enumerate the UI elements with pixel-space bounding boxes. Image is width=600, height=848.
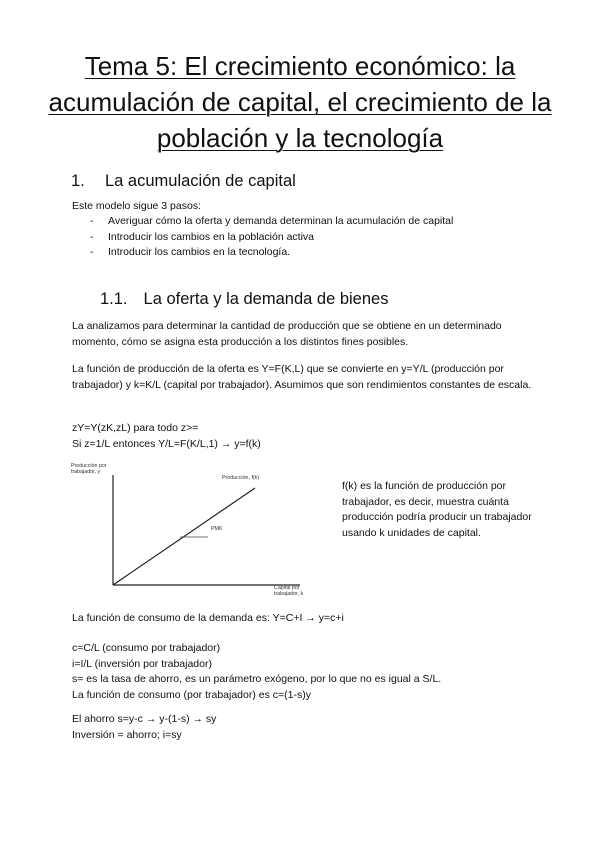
list-item-text: Averiguar cómo la oferta y demanda determinan la acumulación de capital bbox=[108, 215, 454, 227]
equation-scale: zY=Y(zK,zL) para todo z>= bbox=[72, 422, 199, 434]
production-curve bbox=[113, 488, 255, 585]
bullet-dash: - bbox=[90, 246, 94, 258]
section-1-1-heading bbox=[100, 290, 388, 309]
section-1-intro: Este modelo sigue 3 pasos: bbox=[72, 200, 201, 212]
x-axis-label-1: Capital por bbox=[274, 585, 300, 591]
section-1-title: La acumulación de capital bbox=[105, 172, 296, 190]
y-axis-label-2: trabajador, y bbox=[71, 469, 101, 475]
equation-per-worker: Si z=1/L entonces Y/L=F(K/L,1) → y=f(k) bbox=[72, 437, 261, 450]
production-function-graph bbox=[70, 460, 320, 600]
title-line-1: Tema 5: El crecimiento económico: la bbox=[84, 51, 516, 81]
definition-consumption: c=C/L (consumo por trabajador) bbox=[72, 642, 221, 654]
section-1-heading bbox=[71, 172, 296, 191]
section-1-number: 1. bbox=[71, 172, 85, 190]
list-item-text: Introducir los cambios en la población activa bbox=[108, 230, 315, 243]
saving-block bbox=[72, 712, 542, 743]
title-line-2: acumulación de capital, el crecimiento de la bbox=[48, 87, 552, 117]
list-item bbox=[90, 214, 453, 230]
bullet-dash: - bbox=[90, 215, 94, 227]
equations-block bbox=[72, 421, 542, 452]
definition-investment: i=I/L (inversión por trabajador) bbox=[72, 657, 212, 670]
bullet-dash: - bbox=[90, 230, 94, 243]
page-title bbox=[40, 48, 560, 156]
list-item bbox=[90, 230, 453, 246]
curve-label: Producción, f(k) bbox=[222, 475, 260, 481]
y-axis-label-1: Producción por bbox=[71, 463, 107, 469]
section-1-1-number: 1.1. bbox=[100, 290, 128, 308]
graph-svg bbox=[70, 460, 320, 600]
pmk-label: PMK bbox=[211, 526, 223, 532]
title-line-3: población y la tecnología bbox=[156, 123, 444, 153]
x-axis-label-2: trabajador, k bbox=[274, 591, 304, 597]
paragraph-production-function: La función de producción de la oferta es Y=F(K,L) que se convierte en y=Y/L (producción por trabajador) y k=K/L (capital por trabajador). Asumimos que son rendimientos constantes de escala. bbox=[72, 363, 532, 391]
section-1-1-title: La oferta y la demanda de bienes bbox=[143, 290, 389, 308]
steps-list bbox=[90, 214, 453, 261]
list-item bbox=[90, 245, 453, 261]
definition-saving-rate: s= es la tasa de ahorro, es un parámetro exógeno, por lo que no es igual a S/L. bbox=[72, 673, 442, 685]
graph-explanation: f(k) es la función de producción por trabajador, es decir, muestra cuánta producción podría producir un trabajador usando k unidades de capital. bbox=[342, 480, 532, 539]
paragraph-consumption-function: La función de consumo de la demanda es: Y=C+I → y=c+i bbox=[72, 612, 344, 624]
paragraph-analysis: La analizamos para determinar la cantidad de producción que se obtiene en un determinado momento, cómo se asigna esta producción a los distintos fines posibles. bbox=[72, 320, 502, 348]
investment-equation: Inversión = ahorro; i=sy bbox=[72, 728, 182, 741]
saving-equation: El ahorro s=y-c → y-(1-s) → sy bbox=[72, 713, 217, 725]
list-item-text: Introducir los cambios en la tecnología. bbox=[108, 246, 291, 258]
definition-consumption-function: La función de consumo (por trabajador) es c=(1-s)y bbox=[72, 688, 311, 701]
definitions-block bbox=[72, 641, 542, 703]
